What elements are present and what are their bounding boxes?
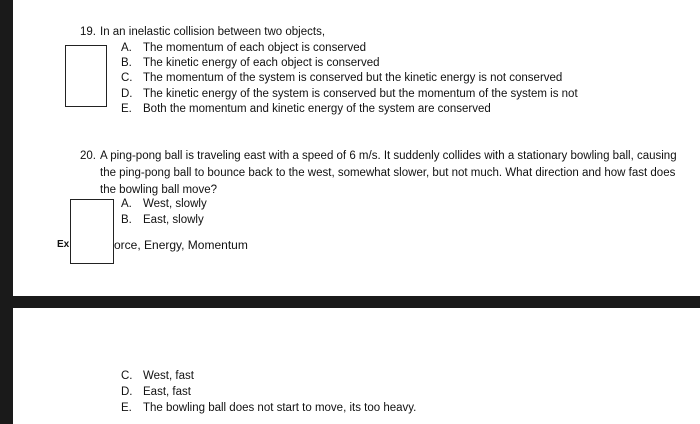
q20-stem: A ping-pong ball is traveling east with a speed of 6 m/s. It suddenly collides with a stationary bowling ball, causing the ping-pong ball to bounce back to the west, somewhat slower, but not much. What direction and how fast does the bowling ball move?	[100, 150, 677, 196]
q19-option-e: E. Both the momentum and kinetic energy of the system are conserved	[121, 103, 491, 115]
q20-number: 20.	[80, 150, 96, 162]
q20-option-a: A. West, slowly	[121, 198, 207, 210]
q19-answer-box[interactable]	[65, 45, 107, 107]
q20-option-d: D. East, fast	[121, 386, 191, 398]
q20-option-e: E. The bowling ball does not start to move, its too heavy.	[121, 402, 417, 414]
q20-option-b: B. East, slowly	[121, 214, 204, 226]
q20-answer-box[interactable]	[70, 199, 114, 264]
q19-number: 19.	[80, 26, 96, 38]
dark-divider-band	[0, 296, 700, 308]
q19-option-c: C. The momentum of the system is conserved but the kinetic energy is not conserved	[121, 72, 563, 84]
topic-fragment-text: orce, Energy, Momentum	[114, 238, 248, 252]
q19-option-b: B. The kinetic energy of each object is conserved	[121, 57, 380, 69]
q19-stem: In an inelastic collision between two objects,	[100, 26, 326, 38]
ex-label: Ex	[57, 239, 70, 250]
left-dark-edge	[0, 0, 13, 424]
q20-option-c: C. West, fast	[121, 370, 194, 382]
q19-option-d: D. The kinetic energy of the system is conserved but the momentum of the system is not	[121, 88, 578, 100]
q19-option-a: A. The momentum of each object is conserved	[121, 42, 367, 54]
